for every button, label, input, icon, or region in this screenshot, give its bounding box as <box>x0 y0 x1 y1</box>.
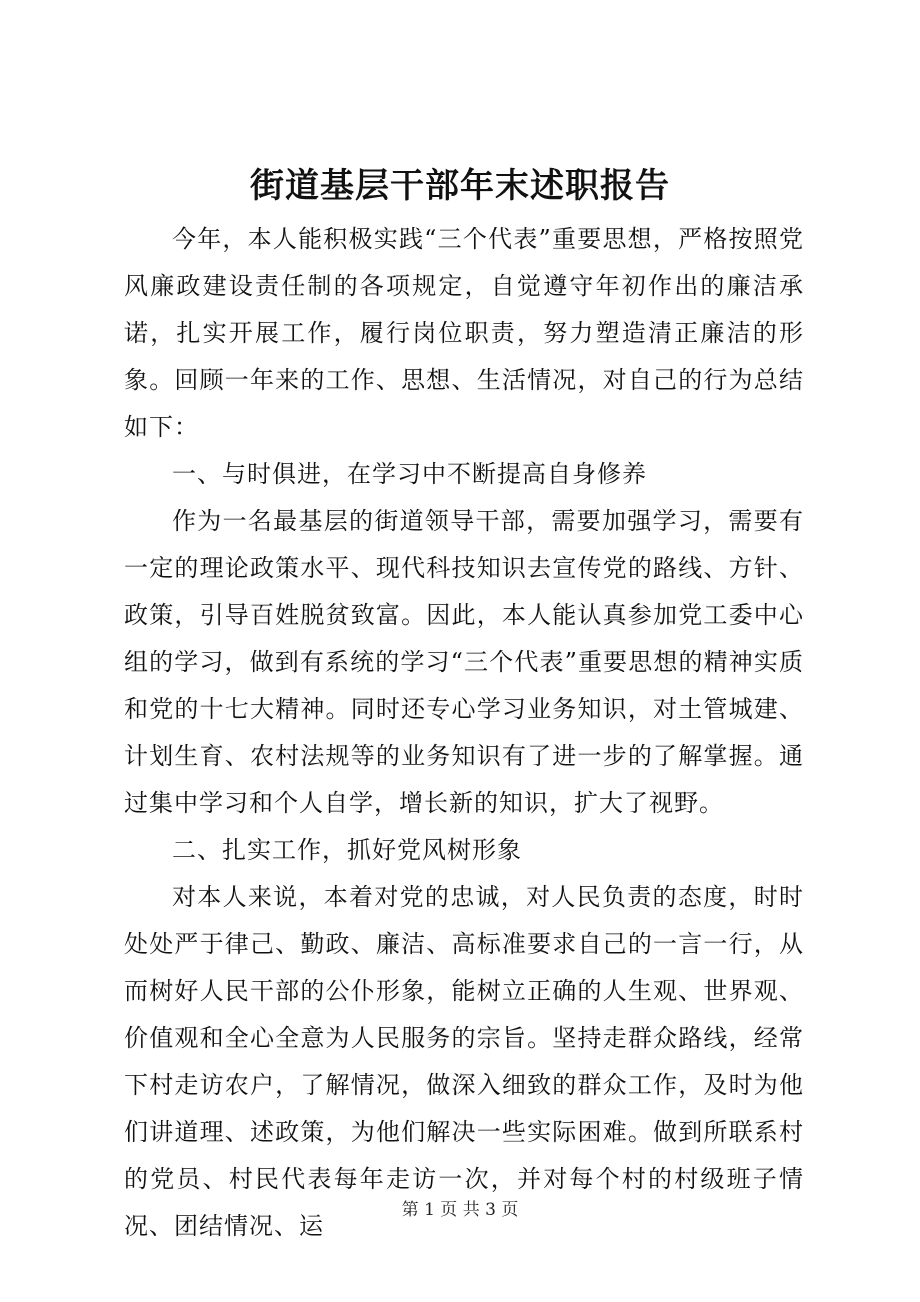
document-body <box>124 216 804 1250</box>
paragraph-work: 对本人来说，本着对党的忠诚，对人民负责的态度，时时处处严于律己、勤政、廉洁、高标准要求自己的一言一行，从而树好人民干部的公仆形象，能树立正确的人生观、世界观、价值观和全心全意为人民服务的宗旨。坚持走群众路线，经常下村走访农户，了解情况，做深入细致的群众工作，及时为他们讲道理、述政策，为他们解决一些实际困难。做到所联系村的党员、村民代表每年走访一次，并对每个村的村级班子情况、团结情况、运 <box>124 883 804 1240</box>
page-number-label: 第 1 页 共 3 页 <box>401 1200 519 1220</box>
section-heading-2: 二、扎实工作，抓好党风树形象 <box>172 836 522 864</box>
paragraph-intro: 今年，本人能积极实践“三个代表”重要思想，严格按照党风廉政建设责任制的各项规定，自觉遵守年初作出的廉洁承诺，扎实开展工作，履行岗位职责，努力塑造清正廉洁的形象。回顾一年来的工作、思想、生活情况，对自己的行为总结如下： <box>124 225 804 441</box>
paragraph-study: 作为一名最基层的街道领导干部，需要加强学习，需要有一定的理论政策水平、现代科技知识去宣传党的路线、方针、政策，引导百姓脱贫致富。因此，本人能认真参加党工委中心组的学习，做到有系统的学习“三个代表”重要思想的精神实质和党的十七大精神。同时还专心学习业务知识，对土管城建、计划生育、农村法规等的业务知识有了进一步的了解掌握。通过集中学习和个人自学，增长新的知识，扩大了视野。 <box>124 507 804 817</box>
document-title: 街道基层干部年末述职报告 <box>250 166 670 206</box>
section-heading-1: 一、与时俱进，在学习中不断提高自身修养 <box>172 460 647 488</box>
page-footer <box>0 1196 920 1224</box>
